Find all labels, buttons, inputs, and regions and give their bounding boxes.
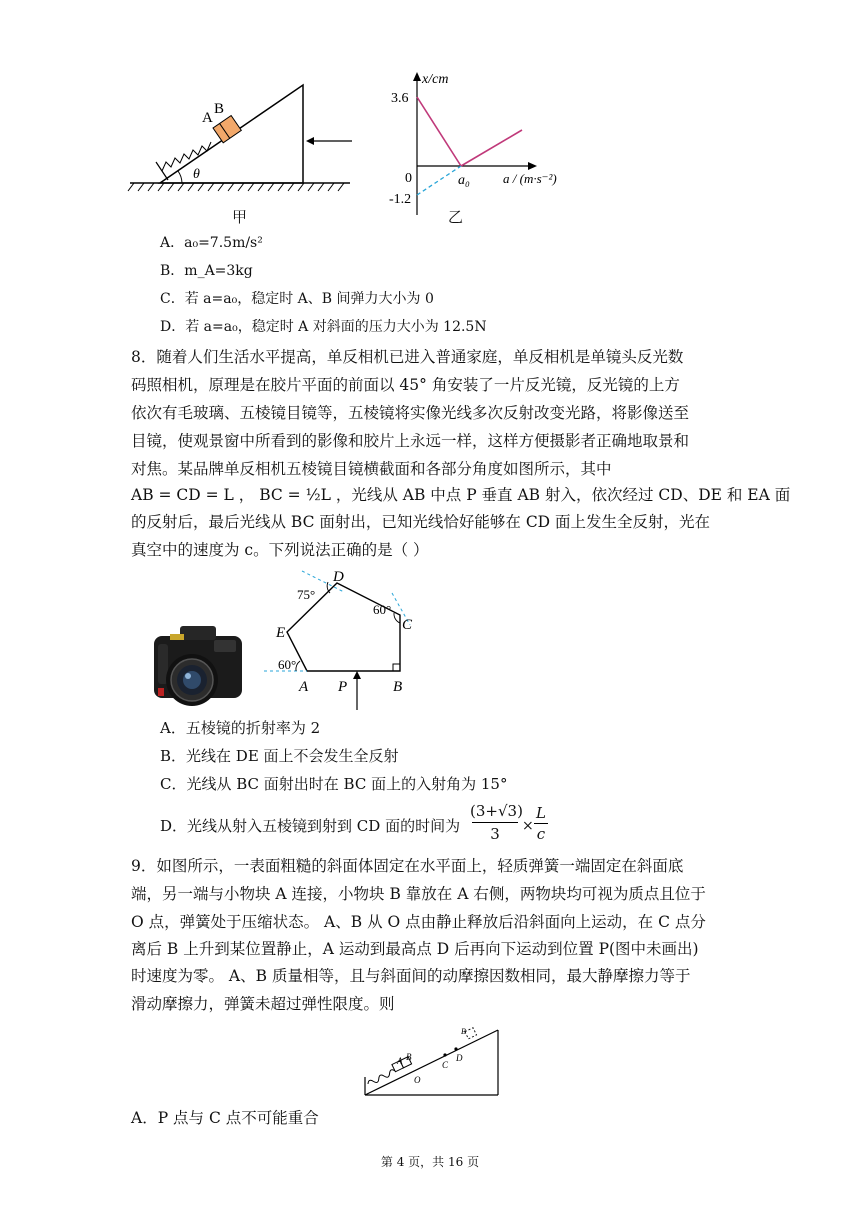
prism-angle-a: 60° [278, 657, 297, 672]
formula-fraction [470, 800, 523, 845]
q9-line-4: 离后 B 上升到某位置静止，A 运动到最高点 D 后再向下运动到位置 P(图中未画出) [131, 940, 699, 958]
formula-c: c [536, 825, 546, 843]
q8-line-1: 8．随着人们生活水平提高，单反相机已进入普通家庭，单反相机是单镜头反光数 [131, 348, 684, 366]
formula-denominator: 3 [490, 825, 500, 843]
q8-line-6: AB = CD = L ， BC = ½L ，光线从 AB 中点 P 垂直 AB 射入，依次经过 CD、DE 和 EA 面 [131, 486, 791, 504]
q8-line-2: 码照相机，原理是在胶片平面的前面以 45° 角安装了一片反光镜，反光镜的上方 [131, 376, 680, 394]
q9-line-5: 时速度为零。 A、B 质量相等，且与斜面间的动摩擦因数相同，最大静摩擦力等于 [131, 967, 691, 985]
y-tick-high: 3.6 [391, 91, 409, 106]
q9-line-2: 端，另一端与小物块 A 连接，小物块 B 靠放在 A 右侧，两物块均可视为质点且位于 [131, 885, 706, 903]
a0-label: a₀ [458, 173, 470, 188]
y-axis-label: x/cm [422, 72, 449, 87]
q9-line-1: 9．如图所示，一表面粗糙的斜面体固定在水平面上，轻质弹簧一端固定在斜面底 [131, 857, 684, 875]
pentaprism-figure [262, 568, 422, 718]
q7-option-c: C．若 a=a₀，稳定时 A、B 间弹力大小为 0 [160, 291, 434, 307]
q8-option-a: A．五棱镜的折射率为 2 [160, 719, 321, 737]
q7-option-d: D．若 a=a₀，稳定时 A 对斜面的压力大小为 12.5N [160, 319, 487, 335]
formula-l-over-c [534, 803, 548, 844]
q8-line-7: 的反射后，最后光线从 BC 面射出，已知光线恰好能够在 CD 面上发生全反射，光在 [131, 513, 711, 531]
q8-option-b: B．光线在 DE 面上不会发生全反射 [160, 747, 399, 765]
q9-label-o: O [414, 1075, 421, 1085]
q8-line-4: 目镜，使观景窗中所看到的影像和胶片上永远一样，这样方便摄影者正确地取景和 [131, 432, 690, 450]
q9-label-d: D [456, 1053, 463, 1063]
q8-option-c: C．光线从 BC 面射出时在 BC 面上的入射角为 15° [160, 775, 508, 793]
q9-label-c: C [442, 1060, 449, 1070]
prism-label-e: E [276, 625, 286, 641]
label-theta: θ [193, 167, 200, 182]
label-a: A [202, 110, 213, 126]
prism-angle-c: 60° [373, 602, 392, 617]
incline-spring-figure [360, 1025, 505, 1100]
formula-l: L [536, 804, 546, 822]
q9-line-3: O 点，弹簧处于压缩状态。 A、B 从 O 点由静止释放后沿斜面向上运动，在 C 点分 [131, 913, 706, 931]
q9-label-a: A [397, 1056, 403, 1066]
q7-option-b: B．m_A=3kg [160, 263, 253, 279]
q8-option-d: D．光线从射入五棱镜到射到 CD 面的时间为 [160, 817, 461, 835]
origin-label: 0 [405, 171, 412, 186]
prism-label-a: A [299, 679, 309, 695]
caption-jia: 甲 [232, 208, 248, 226]
q8-line-8: 真空中的速度为 c。下列说法正确的是（ ） [131, 541, 429, 559]
prism-angle-d: 75° [297, 587, 316, 602]
x-axis-label: a / (m·s⁻²) [503, 171, 557, 186]
prism-label-c: C [402, 617, 413, 633]
q9-line-6: 滑动摩擦力，弹簧未超过弹性限度。则 [131, 995, 395, 1013]
prism-label-b: B [393, 679, 403, 695]
q9-label-b: B [406, 1052, 412, 1062]
q9-label-b2: B [461, 1027, 466, 1036]
x-a-graph [385, 70, 585, 220]
q8-line-3: 依次有毛玻璃、五棱镜目镜等，五棱镜将实像光线多次反射改变光路，将影像送至 [131, 404, 690, 422]
q8-line-5: 对焦。某品牌单反相机五棱镜目镜横截面和各部分角度如图所示，其中 [131, 460, 612, 478]
q7-option-a: A．a₀=7.5m/s² [160, 235, 263, 251]
camera-image [150, 622, 246, 706]
prism-label-p: P [338, 679, 348, 695]
y-tick-low: -1.2 [389, 192, 412, 207]
formula-numerator: (3+√3) [470, 802, 523, 820]
page-footer: 第 4 页，共 16 页 [380, 1155, 480, 1169]
caption-yi: 乙 [448, 208, 464, 226]
label-b: B [214, 101, 225, 117]
q9-option-a: A．P 点与 C 点不可能重合 [131, 1109, 319, 1127]
formula-times: × [522, 818, 534, 834]
prism-label-d: D [333, 569, 344, 585]
